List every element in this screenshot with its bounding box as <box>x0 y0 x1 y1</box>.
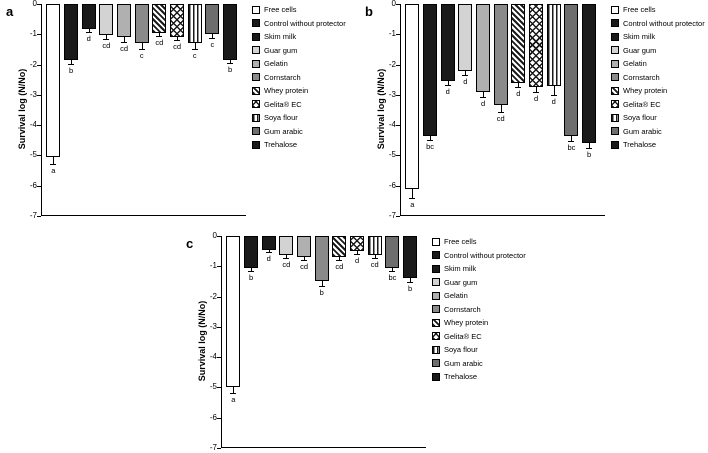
legend-item <box>611 140 705 149</box>
error-bar-cap <box>533 92 539 93</box>
bar <box>188 4 202 43</box>
y-axis-tick-label: -6 <box>209 412 217 422</box>
y-axis-tick-mark <box>217 418 221 419</box>
significance-label: b <box>68 65 74 75</box>
legend-item <box>611 46 705 55</box>
legend-swatch-icon <box>432 346 440 354</box>
y-axis-tick-mark <box>37 65 41 66</box>
y-axis-tick-mark <box>396 125 400 126</box>
legend-label: Gum arabic <box>623 126 662 136</box>
legend-item <box>252 113 346 122</box>
significance-label: cd <box>155 38 164 48</box>
legend-item <box>252 46 346 55</box>
y-axis-tick-label: -3 <box>209 321 217 331</box>
y-axis-tick-mark <box>396 65 400 66</box>
significance-label: cd <box>300 261 308 271</box>
legend-item <box>611 5 705 14</box>
error-bar-cap <box>515 87 521 88</box>
significance-label: cd <box>496 113 505 123</box>
y-axis-tick-label: -7 <box>388 211 396 220</box>
significance-label: bc <box>388 273 397 283</box>
bar <box>350 236 364 251</box>
legend-item <box>252 73 346 82</box>
error-bar-cap <box>409 198 415 199</box>
y-axis-tick-mark <box>396 155 400 156</box>
legend-label: Whey protein <box>444 318 489 327</box>
legend-swatch-icon <box>252 127 260 135</box>
significance-label: b <box>408 284 413 294</box>
significance-label: cd <box>370 259 379 269</box>
panel-a-ylabel: Survival log (N/No) <box>17 68 27 150</box>
legend-item <box>611 113 705 122</box>
legend-label: Gelatin <box>623 59 647 68</box>
y-axis-tick-mark <box>396 216 400 217</box>
y-axis-tick-mark <box>37 95 41 96</box>
legend-label: Skim milk <box>444 264 477 273</box>
legend-swatch-icon <box>432 319 440 327</box>
legend-item <box>611 127 705 136</box>
panel-c-legend <box>432 237 526 386</box>
legend-swatch-icon <box>432 332 440 340</box>
legend-item <box>252 32 346 41</box>
y-axis-tick-label: -4 <box>29 120 37 130</box>
significance-label: b <box>587 149 592 159</box>
panel-b-plot <box>388 0 605 220</box>
legend-swatch-icon <box>432 305 440 313</box>
bar <box>170 4 184 37</box>
y-axis-tick-mark <box>37 125 41 126</box>
legend-swatch-icon <box>252 87 260 95</box>
legend-swatch-icon <box>252 60 260 68</box>
y-axis-tick-label: -3 <box>29 89 37 99</box>
bar <box>297 236 311 257</box>
legend-item <box>252 127 346 136</box>
legend-label: Guar gum <box>444 277 478 287</box>
legend-label: Guar gum <box>264 45 298 55</box>
legend-label: Gum arabic <box>444 358 483 368</box>
y-axis-tick-mark <box>37 186 41 187</box>
bar <box>368 236 382 255</box>
legend-swatch-icon <box>252 6 260 14</box>
legend-label: Control without protector <box>264 18 346 28</box>
error-bar-cap <box>551 95 557 96</box>
legend-label: Trehalose <box>623 140 657 149</box>
y-axis-tick-label: -2 <box>209 291 217 301</box>
legend-item <box>252 100 346 109</box>
significance-label: d <box>516 89 521 99</box>
error-bar-cap <box>336 260 342 261</box>
legend-label: Trehalose <box>264 140 298 149</box>
error-bar-cap <box>480 97 486 98</box>
y-axis-tick-mark <box>217 357 221 358</box>
y-axis-tick-mark <box>396 95 400 96</box>
bar <box>423 4 437 136</box>
y-axis-tick-label: 0 <box>391 0 396 8</box>
y-axis-tick-label: -1 <box>29 29 37 39</box>
y-axis-tick-mark <box>217 236 221 237</box>
legend-swatch-icon <box>432 238 440 246</box>
significance-label: d <box>86 33 91 43</box>
significance-label: b <box>319 287 324 297</box>
error-bar-cap <box>209 38 215 39</box>
legend-item <box>252 140 346 149</box>
bar <box>244 236 258 268</box>
legend-label: Free cells <box>623 5 656 14</box>
significance-label: c <box>139 50 144 60</box>
bar <box>494 4 508 105</box>
legend-swatch-icon <box>611 19 619 27</box>
error-bar-cap <box>389 271 395 272</box>
legend-swatch-icon <box>432 251 440 259</box>
error-bar-cap <box>586 148 592 149</box>
y-axis-tick-mark <box>217 448 221 449</box>
error-bar-cap <box>192 49 198 50</box>
legend-item <box>432 305 526 314</box>
significance-label: a <box>51 165 56 175</box>
legend-item <box>432 251 526 260</box>
legend-swatch-icon <box>252 114 260 122</box>
y-axis-tick-label: -1 <box>209 261 217 271</box>
legend-item <box>432 372 526 381</box>
bar <box>315 236 329 281</box>
bar <box>332 236 346 257</box>
panel-c-label: c <box>186 236 194 251</box>
significance-label: d <box>463 77 468 87</box>
legend-label: Guar gum <box>623 45 657 55</box>
significance-label: a <box>410 199 415 209</box>
bar <box>226 236 240 387</box>
panel-a-legend <box>252 5 346 154</box>
legend-label: Free cells <box>444 237 477 246</box>
legend-swatch-icon <box>611 87 619 95</box>
y-axis-tick-label: -1 <box>388 29 396 39</box>
legend-item <box>432 318 526 327</box>
bar <box>582 4 596 143</box>
bar <box>458 4 472 71</box>
legend-swatch-icon <box>252 33 260 41</box>
error-bar <box>412 189 413 198</box>
legend-label: Control without protector <box>444 250 526 260</box>
legend-item <box>611 86 705 95</box>
legend-item <box>432 264 526 273</box>
legend-label: Skim milk <box>264 32 297 41</box>
bar <box>99 4 113 35</box>
y-axis-tick-label: -2 <box>29 59 37 69</box>
bar <box>135 4 149 43</box>
error-bar-cap <box>372 258 378 259</box>
significance-label: d <box>480 99 486 109</box>
y-axis-tick-label: -6 <box>29 180 37 190</box>
error-bar <box>554 86 555 95</box>
y-axis-tick-mark <box>217 266 221 267</box>
significance-label: cd <box>335 261 344 271</box>
legend-swatch-icon <box>432 265 440 273</box>
legend-label: Soya flour <box>444 345 478 354</box>
error-bar-cap <box>301 260 307 261</box>
legend-item <box>252 5 346 14</box>
bar <box>64 4 78 60</box>
error-bar-cap <box>354 254 360 255</box>
error-bar-cap <box>248 271 254 272</box>
legend-label: Free cells <box>264 5 297 14</box>
y-axis-tick-label: 0 <box>32 0 37 8</box>
legend-swatch-icon <box>252 100 260 108</box>
error-bar-cap <box>407 282 413 283</box>
legend-swatch-icon <box>432 359 440 367</box>
legend-label: Control without protector <box>623 18 705 28</box>
significance-label: d <box>551 96 556 106</box>
bar <box>547 4 561 86</box>
panel-b-legend <box>611 5 705 154</box>
legend-item <box>611 100 705 109</box>
legend-item <box>252 59 346 68</box>
legend-item <box>611 32 705 41</box>
legend-label: Gelatin <box>444 291 468 300</box>
error-bar-cap <box>121 42 127 43</box>
legend-swatch-icon <box>432 373 440 381</box>
bar <box>262 236 276 250</box>
error-bar-cap <box>445 85 451 86</box>
error-bar-cap <box>156 36 162 37</box>
legend-item <box>432 237 526 246</box>
bar <box>205 4 219 34</box>
error-bar-cap <box>68 64 74 65</box>
legend-swatch-icon <box>252 19 260 27</box>
y-axis-tick-label: -7 <box>29 211 37 220</box>
error-bar-cap <box>50 164 56 165</box>
significance-label: d <box>266 254 271 264</box>
legend-item <box>432 345 526 354</box>
y-axis-tick-label: -3 <box>388 89 396 99</box>
legend-label: Trehalose <box>444 372 478 381</box>
y-axis-tick-mark <box>396 186 400 187</box>
error-bar-cap <box>174 40 180 41</box>
legend-swatch-icon <box>611 33 619 41</box>
legend-item <box>432 359 526 368</box>
error-bar-cap <box>498 112 504 113</box>
legend-label: Gelita® EC <box>264 99 302 109</box>
panel-c-plot <box>209 231 426 452</box>
bar <box>529 4 543 87</box>
bar <box>511 4 525 83</box>
legend-swatch-icon <box>611 100 619 108</box>
error-bar-cap <box>139 49 145 50</box>
error-bar-cap <box>86 32 92 33</box>
y-axis-tick-label: -7 <box>209 443 217 452</box>
panel-b-ylabel: Survival log (N/No) <box>376 68 386 150</box>
legend-item <box>252 86 346 95</box>
legend-swatch-icon <box>252 141 260 149</box>
significance-label: cd <box>120 43 128 53</box>
significance-label: c <box>192 51 197 61</box>
legend-swatch-icon <box>252 73 260 81</box>
legend-item <box>611 59 705 68</box>
legend-swatch-icon <box>611 60 619 68</box>
bar <box>152 4 166 33</box>
legend-label: Gelita® EC <box>623 99 661 109</box>
error-bar-cap <box>319 286 325 287</box>
significance-label: bc <box>567 143 576 153</box>
error-bar-cap <box>462 75 468 76</box>
legend-swatch-icon <box>611 141 619 149</box>
significance-label: a <box>231 395 236 405</box>
legend-swatch-icon <box>611 114 619 122</box>
y-axis-tick-mark <box>37 155 41 156</box>
legend-label: Gum arabic <box>264 126 303 136</box>
legend-label: Cornstarch <box>264 72 301 82</box>
legend-label: Soya flour <box>264 113 298 122</box>
significance-label: b <box>228 65 233 75</box>
error-bar-cap <box>230 393 236 394</box>
significance-label: d <box>445 86 450 96</box>
y-axis-tick-mark <box>396 4 400 5</box>
error-bar <box>53 157 54 164</box>
legend-label: Gelatin <box>264 59 288 68</box>
y-axis-tick-mark <box>37 216 41 217</box>
y-axis-tick-mark <box>217 297 221 298</box>
y-axis-tick-label: -2 <box>388 59 396 69</box>
bar <box>403 236 417 278</box>
legend-label: Cornstarch <box>444 304 481 314</box>
legend-label: Gelita® EC <box>444 331 482 341</box>
error-bar-cap <box>266 252 272 253</box>
legend-swatch-icon <box>611 127 619 135</box>
panel-a-label: a <box>6 4 14 19</box>
bar <box>279 236 293 255</box>
error-bar-cap <box>427 140 433 141</box>
significance-label: d <box>354 256 360 266</box>
bar <box>385 236 399 268</box>
y-axis-tick-mark <box>217 327 221 328</box>
bar <box>46 4 60 157</box>
error-bar-cap <box>103 39 109 40</box>
legend-item <box>611 19 705 28</box>
legend-label: Skim milk <box>623 32 656 41</box>
significance-label: cd <box>173 42 182 52</box>
legend-label: Cornstarch <box>623 72 660 82</box>
significance-label: b <box>248 272 254 282</box>
legend-item <box>432 278 526 287</box>
error-bar-cap <box>227 63 233 64</box>
bar <box>82 4 96 29</box>
y-axis-tick-label: -4 <box>209 352 217 362</box>
bar <box>405 4 419 189</box>
bar <box>223 4 237 60</box>
significance-label: d <box>533 93 539 103</box>
panel-b-label: b <box>365 4 373 19</box>
significance-label: c <box>210 39 215 49</box>
y-axis-tick-mark <box>37 4 41 5</box>
significance-label: cd <box>102 40 111 50</box>
y-axis-tick-mark <box>396 34 400 35</box>
panel-c-ylabel: Survival log (N/No) <box>197 300 207 382</box>
y-axis-tick-label: 0 <box>212 231 217 240</box>
bar <box>476 4 490 92</box>
legend-label: Whey protein <box>264 86 309 95</box>
legend-swatch-icon <box>611 6 619 14</box>
error-bar-cap <box>283 258 289 259</box>
y-axis-tick-label: -4 <box>388 120 396 130</box>
y-axis-tick-label: -5 <box>209 382 217 392</box>
legend-swatch-icon <box>611 73 619 81</box>
legend-swatch-icon <box>432 292 440 300</box>
legend-label: Whey protein <box>623 86 668 95</box>
legend-item <box>432 332 526 341</box>
legend-swatch-icon <box>432 278 440 286</box>
significance-label: bc <box>426 142 434 152</box>
legend-item <box>611 73 705 82</box>
y-axis-tick-label: -5 <box>29 150 37 160</box>
panel-a-plot <box>29 0 246 220</box>
error-bar-cap <box>568 141 574 142</box>
y-axis-tick-label: -6 <box>388 180 396 190</box>
y-axis-tick-mark <box>217 387 221 388</box>
bar <box>441 4 455 81</box>
legend-swatch-icon <box>611 46 619 54</box>
bar <box>564 4 578 136</box>
y-axis-tick-label: -5 <box>388 150 396 160</box>
legend-swatch-icon <box>252 46 260 54</box>
legend-label: Soya flour <box>623 113 657 122</box>
significance-label: cd <box>282 259 291 269</box>
legend-item <box>432 291 526 300</box>
y-axis-tick-mark <box>37 34 41 35</box>
bar <box>117 4 131 37</box>
legend-item <box>252 19 346 28</box>
